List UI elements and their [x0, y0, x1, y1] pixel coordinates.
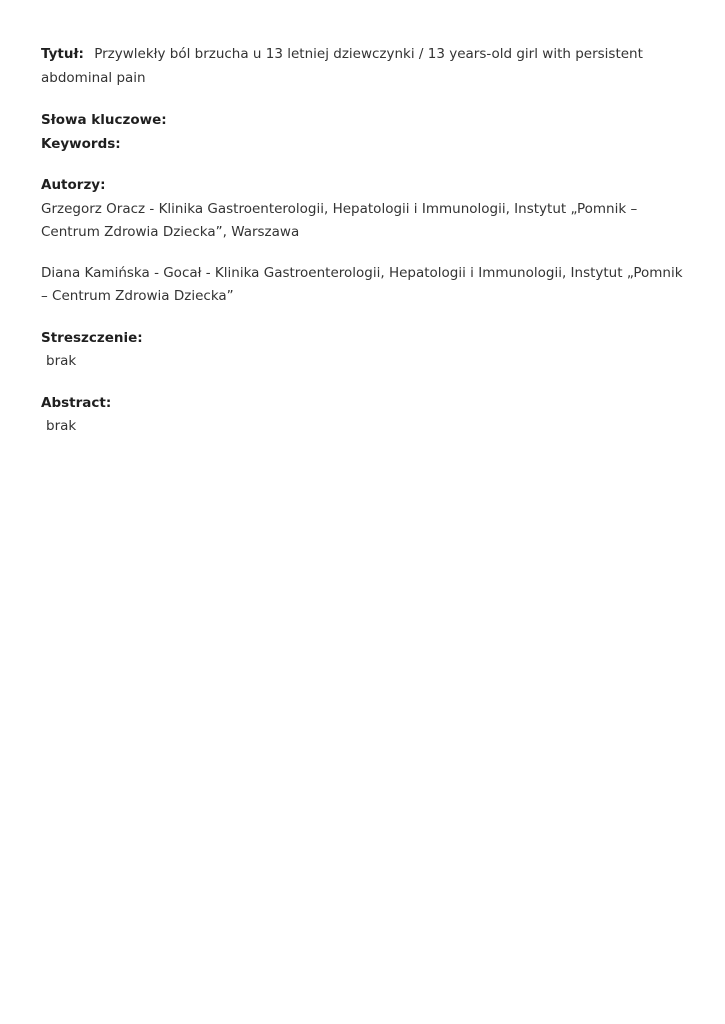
summary-en-text: brak — [46, 418, 77, 434]
authors-section — [41, 174, 685, 309]
title-section — [41, 43, 685, 90]
author-item: Grzegorz Oracz - Klinika Gastroenterologii, Hepatologii i Immunologii, Instytut „Pomnik – Centrum Zdrowia Dziecka”, Warszawa — [41, 200, 638, 240]
keywords-section — [41, 109, 685, 156]
summary-en-label: Abstract: — [41, 394, 112, 411]
summary-pl-text: brak — [46, 353, 77, 369]
summary-pl-section — [41, 327, 685, 374]
authors-label: Autorzy: — [41, 177, 106, 193]
title-label: Tytuł: — [41, 46, 84, 62]
author-item: Diana Kamińska - Gocał - Klinika Gastroenterologii, Hepatologii i Immunologii, Instytut „Pomnik – Centrum Zdrowia Dziecka” — [41, 264, 683, 304]
summary-en-section — [41, 392, 685, 439]
keywords-en-label: Keywords: — [41, 135, 121, 152]
summary-pl-label: Streszczenie: — [41, 329, 143, 346]
keywords-pl-label: Słowa kluczowe: — [41, 112, 167, 128]
title-text: Przywlekły ból brzucha u 13 letniej dziewczynki / 13 years-old girl with persistent abdominal pain — [41, 46, 643, 86]
